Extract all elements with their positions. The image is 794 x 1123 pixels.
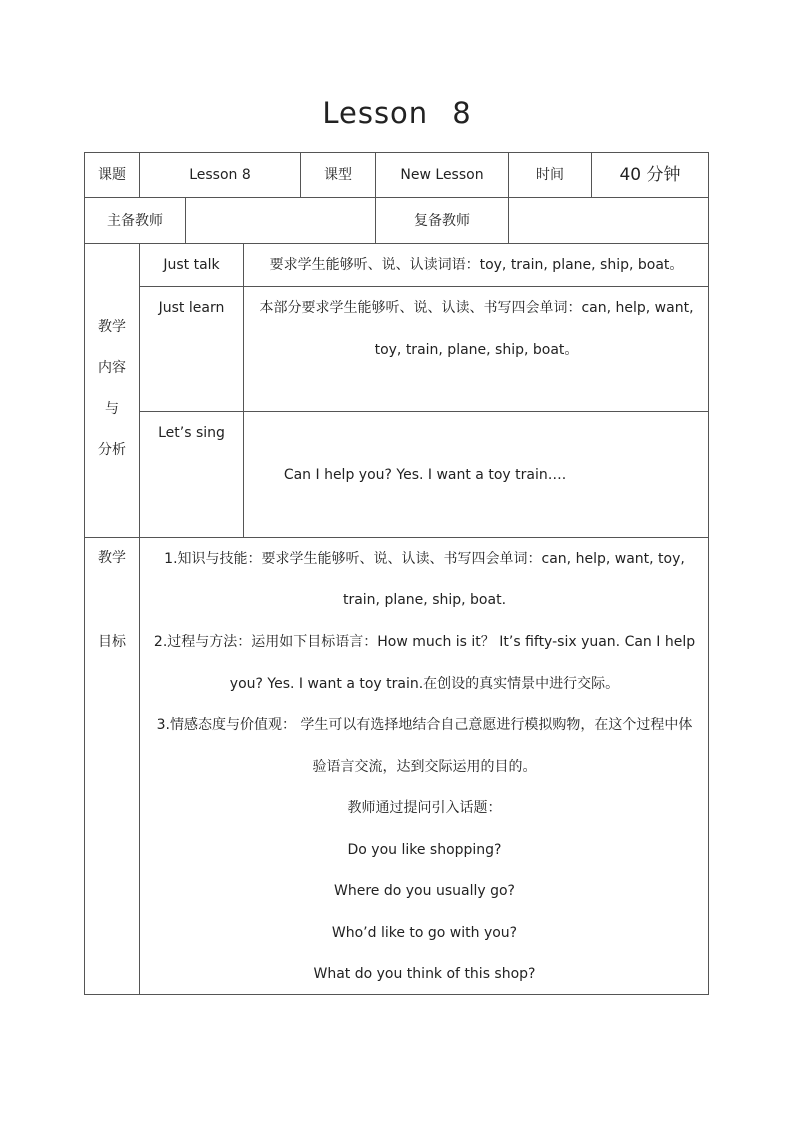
- goal-line: 1.知识与技能：要求学生能够听、说、认读、书写四会单词：can, help, want, toy,: [164, 551, 685, 567]
- title-word: Lesson: [322, 96, 429, 130]
- topic-value: Lesson 8: [189, 167, 251, 183]
- goal-line: Who’d like to go with you?: [331, 925, 518, 941]
- title-number: 8: [452, 96, 472, 130]
- divider: [84, 537, 709, 538]
- content-section-label: [84, 307, 140, 471]
- label-line: 分析: [98, 442, 126, 458]
- goal-line: Where do you usually go?: [334, 883, 515, 899]
- type-value: New Lesson: [400, 167, 484, 183]
- main-teacher-label: 主备教师: [107, 212, 163, 229]
- goal-line: train, plane, ship, boat.: [342, 592, 507, 608]
- label-line: 教学: [98, 319, 126, 335]
- main-teacher-value: [186, 198, 375, 243]
- label-line: 内容: [98, 360, 126, 376]
- just-talk-text: 要求学生能够听、说、认读词语：toy, train, plane, ship, boat。: [269, 257, 684, 273]
- goal-line: 验语言交流，达到交际运用的目的。: [312, 759, 537, 775]
- co-teacher-label: 复备教师: [414, 212, 470, 229]
- goal-label-line: 目标: [98, 634, 126, 650]
- just-learn-text: [244, 287, 709, 371]
- time-value: 40 分钟: [619, 164, 681, 185]
- topic-label: 课题: [98, 167, 126, 183]
- goal-line: 教师通过提问引入话题：: [347, 800, 502, 816]
- just-talk-name: Just talk: [163, 257, 220, 273]
- lets-sing-text: Can I help you? Yes. I want a toy train….: [283, 467, 567, 483]
- type-label: 课型: [324, 167, 352, 183]
- just-learn-name: Just learn: [158, 300, 225, 316]
- goal-line: 3.情感态度与价值观： 学生可以有选择地结合自己意愿进行模拟购物，在这个过程中体: [156, 717, 693, 733]
- goal-line: you? Yes. I want a toy train.在创设的真实情景中进行交际。: [229, 676, 620, 692]
- goal-label-line: 教学: [98, 550, 126, 566]
- goal-line: Do you like shopping?: [347, 842, 502, 858]
- time-label: 时间: [536, 167, 564, 183]
- label-line: 与: [105, 401, 119, 417]
- co-teacher-value: [509, 198, 708, 243]
- goal-line: What do you think of this shop?: [313, 966, 536, 982]
- lets-sing-name: Let’s sing: [158, 425, 225, 441]
- divider: [139, 411, 709, 412]
- text-line: toy, train, plane, ship, boat。: [374, 342, 579, 358]
- goal-line: 2.过程与方法：运用如下目标语言：How much is it？ It’s fifty-six yuan. Can I help: [153, 634, 696, 650]
- page-title: [0, 96, 794, 130]
- text-line: 本部分要求学生能够听、说、认读、书写四会单词：can, help, want,: [259, 300, 694, 316]
